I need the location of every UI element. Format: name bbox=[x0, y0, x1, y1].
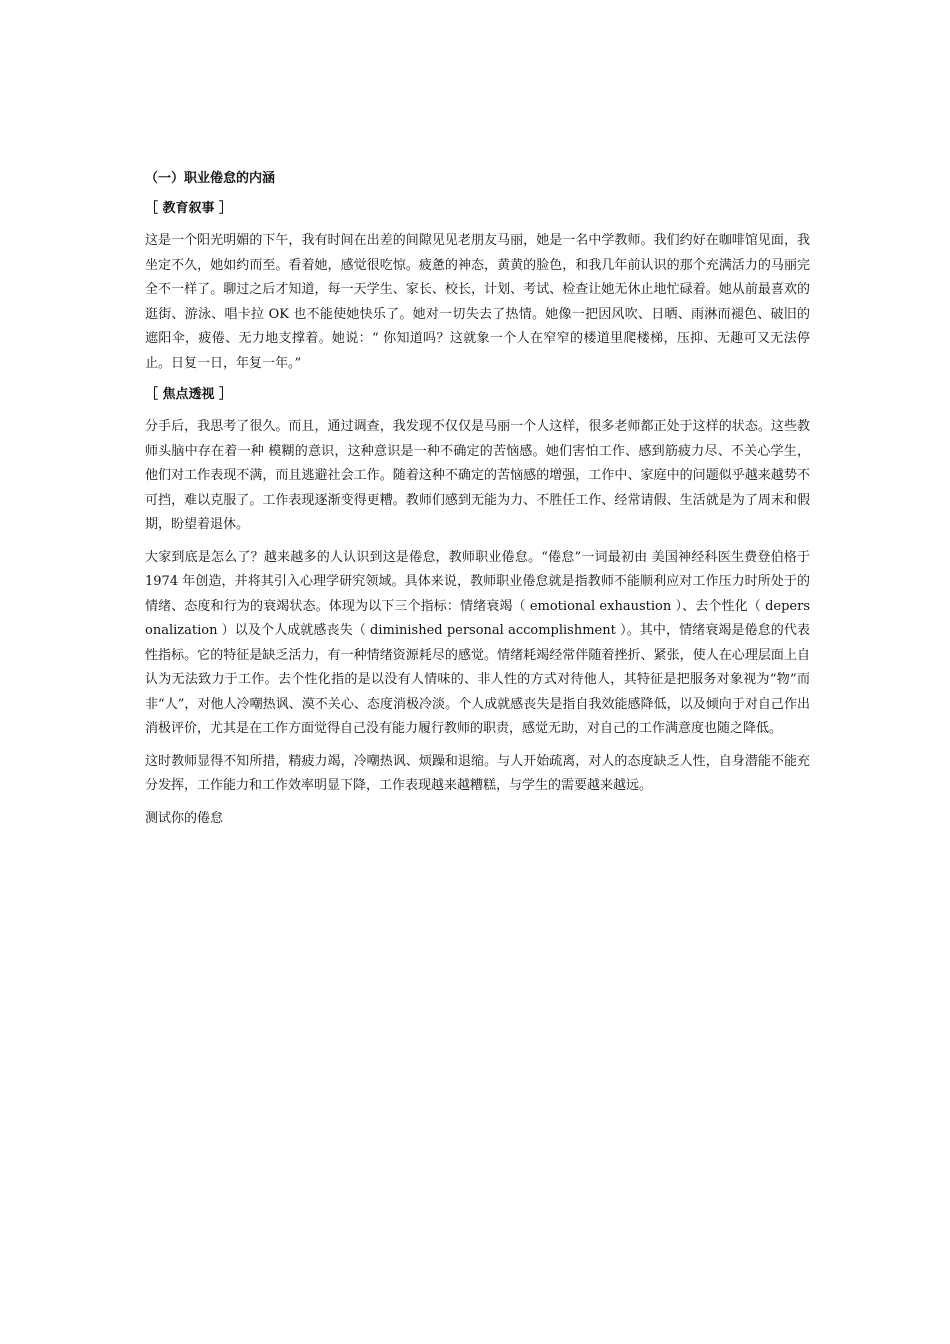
focus-paragraph-3: 这时教师显得不知所措，精疲力竭，冷嘲热讽、烦躁和退缩。与人开始疏离，对人的态度缺乏人性，自身潜能不能充分发挥，工作能力和工作效率明显下降，工作表现越来越糟糕，与学生的需要越来越远。 bbox=[145, 753, 810, 793]
narrative-paragraph: 这是一个阳光明媚的下午，我有时间在出差的间隙见见老朋友马丽，她是一名中学教师。我们约好在咖啡馆见面，我坐定不久，她如约而至。看着她，感觉很吃惊。疲惫的神态，黄黄的脸色，和我几年前认识的那个充满活力的马丽完全不一样了。聊过之后才知道，每一天学生、家长、校长，计划、考试、检查让她无休止地忙碌着。她从前最喜欢的逛街、游泳、唱卡拉 OK 也不能使她快乐了。她对一切失去了热情。她像一把因风吹、日晒、雨淋而褪色、破旧的遮阳伞，疲倦、无力地支撑着。她说：“ 你知道吗？这就象一个人在窄窄的楼道里爬楼梯，压抑、无趣可又无法停止。日复一日，年复一年。” bbox=[145, 233, 810, 371]
focus-perspective-title: ［ 焦点透视 ］ bbox=[145, 387, 233, 402]
burnout-test-label: 测试你的倦怠 bbox=[145, 810, 224, 826]
focus-paragraph-1: 分手后，我思考了很久。而且，通过调查，我发现不仅仅是马丽一个人这样，很多老师都正处于这样的状态。这些教师头脑中存在着一种 模糊的意识，这种意识是一种不确定的苦恼感。她们害怕工作、感到筋疲力尽、不关心学生，他们对工作表现不满，而且逃避社会工作。随着这种不确定的苦恼感的增强，工作中、家庭中的问题似乎越来越势不可挡，难以克服了。工作表现逐渐变得更糟。教师们感到无能为力、不胜任工作、经常请假、生活就是为了周末和假期，盼望着退休。 bbox=[145, 419, 810, 532]
section-heading: （一）职业倦怠的内涵 bbox=[145, 171, 276, 186]
document-body bbox=[145, 168, 810, 831]
education-narrative-title: ［ 教育叙事 ］ bbox=[145, 201, 233, 216]
focus-paragraph-2: 大家到底是怎么了？越来越多的人认识到这是倦怠，教师职业倦怠。“倦怠”一词最初由 美国神经科医生费登伯格于 1974 年创造，并将其引入心理学研究领域。具体来说，教师职业倦怠就是指教师不能顺利应对工作压力时所处于的情绪、态度和行为的衰竭状态。体现为以下三个指标：情绪衰竭（ emotional exhaustion ）、去个性化（ depersonalization ）以及个人成就感丧失（ diminished personal accomplishment ）。其中，情绪衰竭是倦怠的代表性指标。它的特征是缺乏活力，有一种情绪资源耗尽的感觉。情绪耗竭经常伴随着挫折、紧张，使人在心理层面上自认为无法致力于工作。去个性化指的是以没有人情味的、非人性的方式对待他人，其特征是把服务对象视为“物”而非“人”，对他人冷嘲热讽、漠不关心、态度消极冷淡。个人成就感丧失是指自我效能感降低，以及倾向于对自己作出消极评价，尤其是在工作方面觉得自己没有能力履行教师的职责，感觉无助，对自己的工作满意度也随之降低。 bbox=[145, 549, 810, 736]
